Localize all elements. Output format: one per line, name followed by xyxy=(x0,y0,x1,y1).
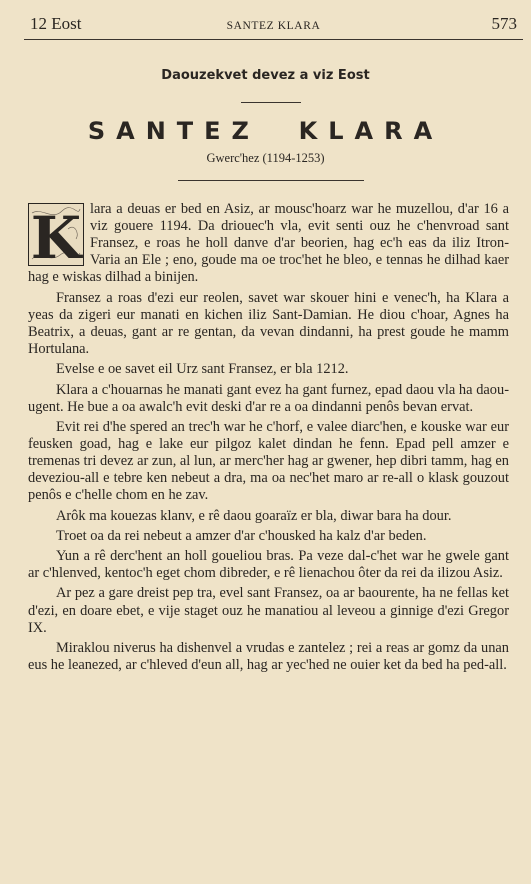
paragraph: Fransez a roas d'ezi eur reolen, savet war skouer hini e venec'h, ha Klara a yeas da zigeri eur manati en kichen iliz Sant-Damian. He diou c'hoar, Agnes ha Beatrix, a deuas, gant ar re gentan, da vevan dindanni, ha prest goude he mamm Hortulana. xyxy=(28,289,509,357)
ornamental-drop-cap xyxy=(28,203,84,266)
header-divider xyxy=(24,39,523,40)
running-head-title: SANTEZ KLARA xyxy=(226,20,321,32)
feast-date-heading: Daouzekvet devez a viz Eost xyxy=(161,68,370,83)
page-number: 573 xyxy=(491,14,517,33)
article-body xyxy=(28,201,509,674)
paragraph: Evit rei d'he spered an trec'h war he c'horf, e valee diarc'hen, e kouske war eur feusken goad, hag e lake eur pilgoz kalet dindan he fenn. Epad pell amzer e tremenas tri devez ar zun, al lun, ar merc'her hag ar gwener, hep dibri tamm, hag en deveziou-all e tebre ken nebeut a dra, ma oa nec'het maro ar re-all o klask gouzout penôs e c'helle chom en he zav. xyxy=(28,418,509,504)
paragraph-text: lara a deuas er bed en Asiz, ar mousc'hoarz war he muzellou, d'ar 16 a viz gouere 1194. Da driouec'h vla, evit senti ouz he c'henvroad sant Fransez, e roas he holl danve d'ar beorien, hag ec'h eas da iliz Itron-Varia an Ele ; eno, goude ma oe troc'het he bleo, e tennas he dilhad kaer hag e wiskas dilhad a binijen. xyxy=(28,201,509,286)
paragraph: Miraklou niverus ha dishenvel a vrudas e zantelez ; rei a reas ar gomz da unan eus he leanezed, ar c'hleved d'eun all, hag ar yec'hed ne ouier ket da bed ha ped-all. xyxy=(28,639,509,674)
title-divider xyxy=(178,180,364,181)
paragraph: Ar pez a gare dreist pep tra, evel sant Fransez, oa ar baourente, ha ne fellas ket d'ezi, en doare ebet, e vije staget ouz he manatiou al leveou a ginnige d'ezi Gregor IX. xyxy=(28,585,509,636)
paragraph: Klara a c'houarnas he manati gant evez ha gant furnez, epad daou vla ha daou-ugent. He bue a oa awalc'h evit deski d'ar re a oa dindanni penôs bevan ervat. xyxy=(28,381,509,415)
paragraph: Arôk ma kouezas klanv, e rê daou goaraïz er bla, diwar bara ha dour. xyxy=(56,507,452,524)
paragraph xyxy=(28,201,509,286)
short-divider xyxy=(241,102,301,103)
paragraph: Evelse e oe savet eil Urz sant Fransez, er bla 1212. xyxy=(56,361,349,378)
drop-cap-letter: K xyxy=(30,204,82,266)
running-head-date: 12 Eost xyxy=(30,14,82,33)
saint-dates: Gwerc'hez (1194-1253) xyxy=(206,151,325,165)
saint-name-title: SANTEZ KLARA xyxy=(87,117,444,145)
paragraph: Troet oa da rei nebeut a amzer d'ar c'housked ha kalz d'ar beden. xyxy=(56,527,427,544)
running-head xyxy=(30,14,517,36)
paragraph: Yun a rê derc'hent an holl goueliou bras. Pa veze dal-c'het war he gwele gant ar c'hlenved, kentoc'h eget chom dibreder, e rê lienachou ôter da rei da ilizou Asiz. xyxy=(28,548,509,582)
